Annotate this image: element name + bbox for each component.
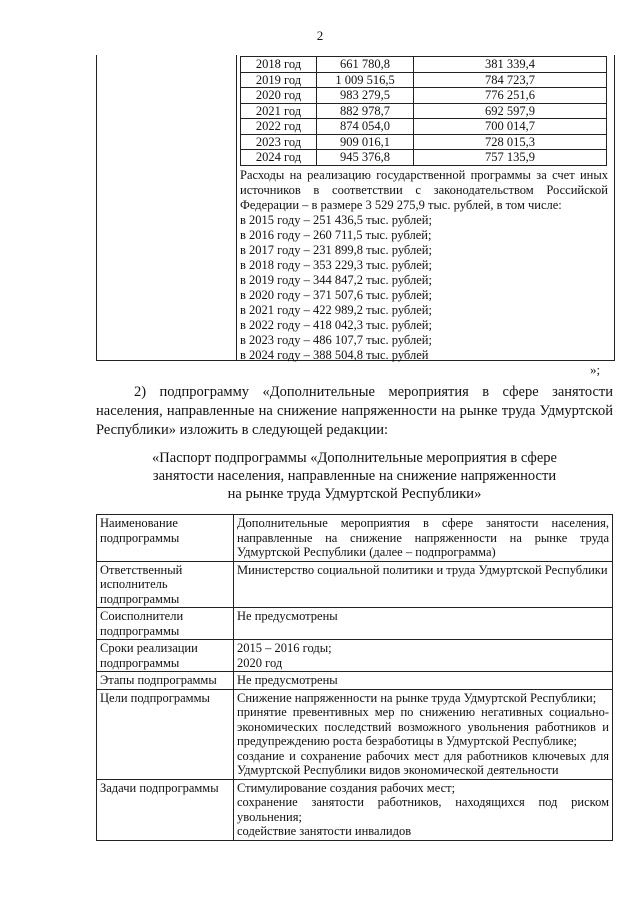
expense-line: в 2018 году – 353 229,3 тыс. рублей; <box>240 258 432 272</box>
table-row <box>241 72 607 88</box>
row-label: Цели подпрограммы <box>97 689 234 779</box>
row-value <box>234 689 613 779</box>
amount-cell: 882 978,7 <box>316 103 413 119</box>
table-row <box>241 57 607 73</box>
amount-cell: 661 780,8 <box>316 57 413 73</box>
task-item: содействие занятости инвалидов <box>237 824 412 838</box>
table-row <box>97 640 613 672</box>
closing-quote-mark: »; <box>590 362 601 377</box>
year-cell: 2022 год <box>241 119 317 135</box>
expenses-intro: Расходы на реализацию государственной программы за счет иных источников в соответствии с законодательством Российской Федерации – в размере 3 529 275,9 тыс. рублей, в том числе: <box>240 168 608 212</box>
expense-line: в 2020 году – 371 507,6 тыс. рублей; <box>240 288 432 302</box>
row-label: Сроки реализации подпрограммы <box>97 640 234 672</box>
passport-title <box>96 449 613 503</box>
expense-line: в 2017 году – 231 899,8 тыс. рублей; <box>240 243 432 257</box>
expense-line: в 2024 году – 388 504,8 тыс. рублей <box>240 348 429 362</box>
expense-line: в 2021 году – 422 989,2 тыс. рублей; <box>240 303 432 317</box>
table-row <box>97 672 613 690</box>
goal-item: Снижение напряженности на рынке труда Удмуртской Республики; <box>237 690 597 705</box>
other-sources-expenses <box>240 168 608 363</box>
year-cell: 2019 год <box>241 72 317 88</box>
amount-cell: 983 279,5 <box>316 88 413 104</box>
row-value: Не предусмотрены <box>234 608 613 640</box>
funding-by-year-table <box>240 56 607 166</box>
row-label: Этапы подпрограммы <box>97 672 234 690</box>
amount-cell: 1 009 516,5 <box>316 72 413 88</box>
amount-cell: 728 015,3 <box>414 134 607 150</box>
year-cell: 2023 год <box>241 134 317 150</box>
task-item: Стимулирование создания рабочих мест; <box>237 780 456 795</box>
goal-item: создание и сохранение рабочих мест для работников ключевых для Удмуртской Республики видов экономической деятельности <box>237 748 609 777</box>
amount-cell: 700 014,7 <box>414 119 607 135</box>
table-row <box>241 134 607 150</box>
year-cell: 2021 год <box>241 103 317 119</box>
amount-cell: 757 135,9 <box>414 150 607 166</box>
row-label: Задачи подпрограммы <box>97 779 234 840</box>
task-item: сохранение занятости работников, находящихся под риском увольнения; <box>237 795 609 824</box>
table-row <box>97 689 613 779</box>
table-row <box>97 779 613 840</box>
column-divider <box>236 55 237 360</box>
year-cell: 2024 год <box>241 150 317 166</box>
expense-line: в 2016 году – 260 711,5 тыс. рублей; <box>240 228 432 242</box>
passport-title-line: «Паспорт подпрограммы «Дополнительные мероприятия в сфере <box>152 450 557 466</box>
row-label: Ответственный исполнитель подпрограммы <box>97 561 234 608</box>
amount-cell: 874 054,0 <box>316 119 413 135</box>
amount-cell: 381 339,4 <box>414 57 607 73</box>
row-value: Министерство социальной политики и труда Удмуртской Республики <box>234 561 613 608</box>
passport-title-line: занятости населения, направленные на снижение напряженности <box>152 468 557 484</box>
goal-item: принятие превентивных мер по снижению негативных социально-экономических последствий возможного увольнения работников и предупреждению роста безработицы в Удмуртской Республике; <box>237 705 609 748</box>
table-row <box>97 515 613 562</box>
amount-cell: 692 597,9 <box>414 103 607 119</box>
amount-cell: 784 723,7 <box>414 72 607 88</box>
expense-line: в 2019 году – 344 847,2 тыс. рублей; <box>240 273 432 287</box>
expense-line: в 2022 году – 418 042,3 тыс. рублей; <box>240 318 432 332</box>
row-value <box>234 779 613 840</box>
row-label: Наименование подпрограммы <box>97 515 234 562</box>
table-row <box>97 608 613 640</box>
terms-line: 2020 год <box>237 655 283 670</box>
table-row <box>97 561 613 608</box>
row-value: Дополнительные мероприятия в сфере занятости населения, направленные на снижение напряженности на рынке труда Удмуртской Республики (далее – подпрограмма) <box>234 515 613 562</box>
terms-line: 2015 – 2016 годы; <box>237 641 332 655</box>
page-number: 2 <box>316 28 324 43</box>
amount-cell: 945 376,8 <box>316 150 413 166</box>
subprogram-passport-table <box>96 514 613 841</box>
passport-title-line: на рынке труда Удмуртской Республики» <box>227 486 482 502</box>
row-value <box>234 640 613 672</box>
table-row <box>241 119 607 135</box>
year-cell: 2020 год <box>241 88 317 104</box>
amount-cell: 776 251,6 <box>414 88 607 104</box>
table-row <box>241 88 607 104</box>
expense-line: в 2023 году – 486 107,7 тыс. рублей; <box>240 333 432 347</box>
amount-cell: 909 016,1 <box>316 134 413 150</box>
amendment-paragraph: 2) подпрограмму «Дополнительные мероприятия в сфере занятости населения, направленные на снижение напряженности на рынке труда Удмуртской Республики» изложить в следующей редакции: <box>96 384 613 438</box>
table-row <box>241 150 607 166</box>
year-cell: 2018 год <box>241 57 317 73</box>
row-label: Соисполнители подпрограммы <box>97 608 234 640</box>
expense-line: в 2015 году – 251 436,5 тыс. рублей; <box>240 213 432 227</box>
row-value: Не предусмотрены <box>234 672 613 690</box>
table-row <box>241 103 607 119</box>
funding-continuation-table <box>96 55 615 361</box>
